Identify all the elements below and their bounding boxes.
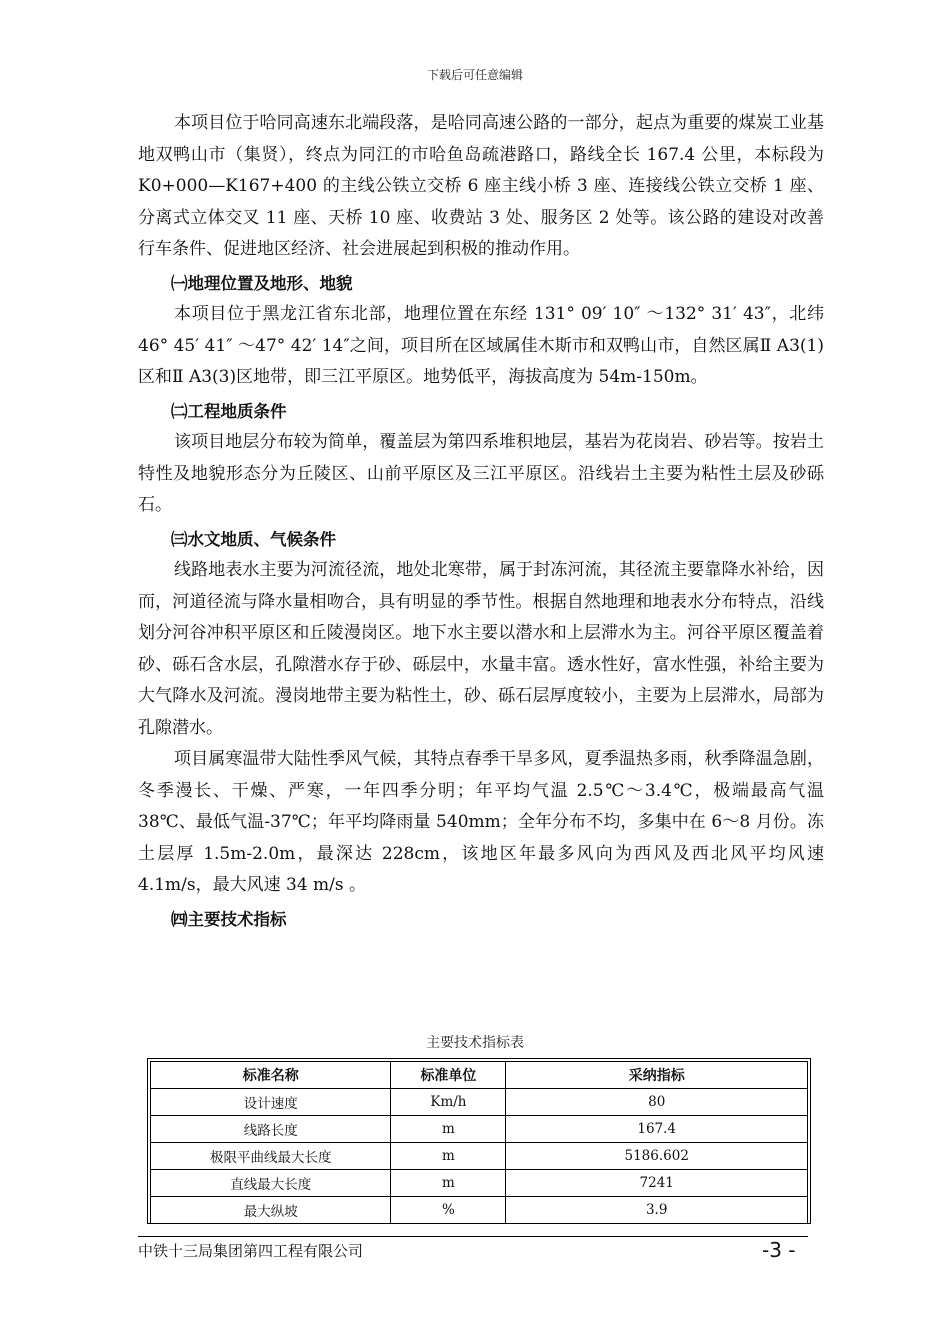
document-body bbox=[138, 108, 824, 935]
heading-hydro-climate: ㈢水文地质、气候条件 bbox=[171, 529, 336, 549]
cell-value: 7241 bbox=[506, 1170, 808, 1197]
header-note: 下载后可任意编辑 bbox=[426, 68, 523, 82]
table-header-row bbox=[151, 1062, 808, 1089]
paragraph-geo: 本项目位于黑龙江省东北部，地理位置在东经 131° 09′ 10″ ～132° 31′ 43″，北纬 46° 45′ 41″ ～47° 42′ 14″之间，项目所在区域属佳木斯市和双鸭山市，自然区属Ⅱ A3(1)区和Ⅱ A3(3)区地带，即三江平原区。地势低平，海拔高度为 54m-150m。 bbox=[138, 304, 824, 387]
paragraph-intro: 本项目位于哈同高速东北端段落，是哈同高速公路的一部分，起点为重要的煤炭工业基地双鸭山市（集贤），终点为同江的市哈鱼岛疏港路口，路线全长 167.4 公里，本标段为 K0+000—K167+400 的主线公铁立交桥 6 座主线小桥 3 座、连接线公铁立交桥 1 座、分离式立体交叉 11 座、天桥 10 座、收费站 3 处、服务区 2 处等。该公路的建设对改善行车条件、促进地区经济、社会进展起到积极的推动作用。 bbox=[138, 113, 824, 259]
cell-unit: m bbox=[391, 1116, 506, 1143]
header-standard-unit: 标准单位 bbox=[391, 1062, 506, 1089]
cell-unit: % bbox=[391, 1197, 506, 1224]
cell-unit: m bbox=[391, 1143, 506, 1170]
cell-value: 3.9 bbox=[506, 1197, 808, 1224]
page-number: -3 - bbox=[762, 1238, 796, 1262]
footer-company: 中铁十三局集团第四工程有限公司 bbox=[138, 1242, 364, 1260]
cell-name: 极限平曲线最大长度 bbox=[151, 1143, 391, 1170]
header-adopted-value: 采纳指标 bbox=[506, 1062, 808, 1089]
cell-unit: m bbox=[391, 1170, 506, 1197]
cell-name: 最大纵坡 bbox=[151, 1197, 391, 1224]
cell-value: 80 bbox=[506, 1089, 808, 1116]
table-row bbox=[151, 1170, 808, 1197]
tech-indicators-table bbox=[147, 1058, 811, 1224]
cell-name: 设计速度 bbox=[151, 1089, 391, 1116]
cell-name: 线路长度 bbox=[151, 1116, 391, 1143]
table-row bbox=[151, 1197, 808, 1224]
cell-name: 直线最大长度 bbox=[151, 1170, 391, 1197]
heading-tech-indicators: ㈣主要技术指标 bbox=[171, 909, 287, 929]
table-row bbox=[151, 1143, 808, 1170]
table-row bbox=[151, 1116, 808, 1143]
heading-engineering-geology: ㈡工程地质条件 bbox=[171, 401, 287, 421]
table-row bbox=[151, 1089, 808, 1116]
paragraph-geology: 该项目地层分布较为简单，覆盖层为第四系堆积地层，基岩为花岗岩、砂岩等。按岩土特性及地貌形态分为丘陵区、山前平原区及三江平原区。沿线岩土主要为粘性土层及砂砾石。 bbox=[138, 432, 824, 515]
cell-value: 5186.602 bbox=[506, 1143, 808, 1170]
paragraph-climate: 项目属寒温带大陆性季风气候，其特点春季干旱多风，夏季温热多雨，秋季降温急剧，冬季漫长、干燥、严寒，一年四季分明；年平均气温 2.5℃～3.4℃，极端最高气温 38℃、最低气温-37℃；年平均降雨量 540mm；全年分布不均，多集中在 6～8 月份。冻土层厚 1.5m-2.0m，最深达 228cm，该地区年最多风向为西风及西北风平均风速 4.1m/s，最大风速 34 m/s 。 bbox=[138, 749, 824, 895]
header-standard-name: 标准名称 bbox=[151, 1062, 391, 1089]
footer-divider bbox=[138, 1236, 808, 1237]
cell-unit: Km/h bbox=[391, 1089, 506, 1116]
paragraph-hydro: 线路地表水主要为河流径流，地处北寒带，属于封冻河流，其径流主要靠降水补给，因而，河道径流与降水量相吻合，具有明显的季节性。根据自然地理和地表水分布特点，沿线划分河谷冲积平原区和丘陵漫岗区。地下水主要以潜水和上层滞水为主。河谷平原区覆盖着砂、砾石含水层，孔隙潜水存于砂、砾层中，水量丰富。透水性好，富水性强，补给主要为大气降水及河流。漫岗地带主要为粘性土，砂、砾石层厚度较小，主要为上层滞水，局部为孔隙潜水。 bbox=[138, 560, 824, 738]
heading-geo-location: ㈠地理位置及地形、地貌 bbox=[171, 273, 353, 293]
table-title: 主要技术指标表 bbox=[426, 1035, 524, 1051]
cell-value: 167.4 bbox=[506, 1116, 808, 1143]
